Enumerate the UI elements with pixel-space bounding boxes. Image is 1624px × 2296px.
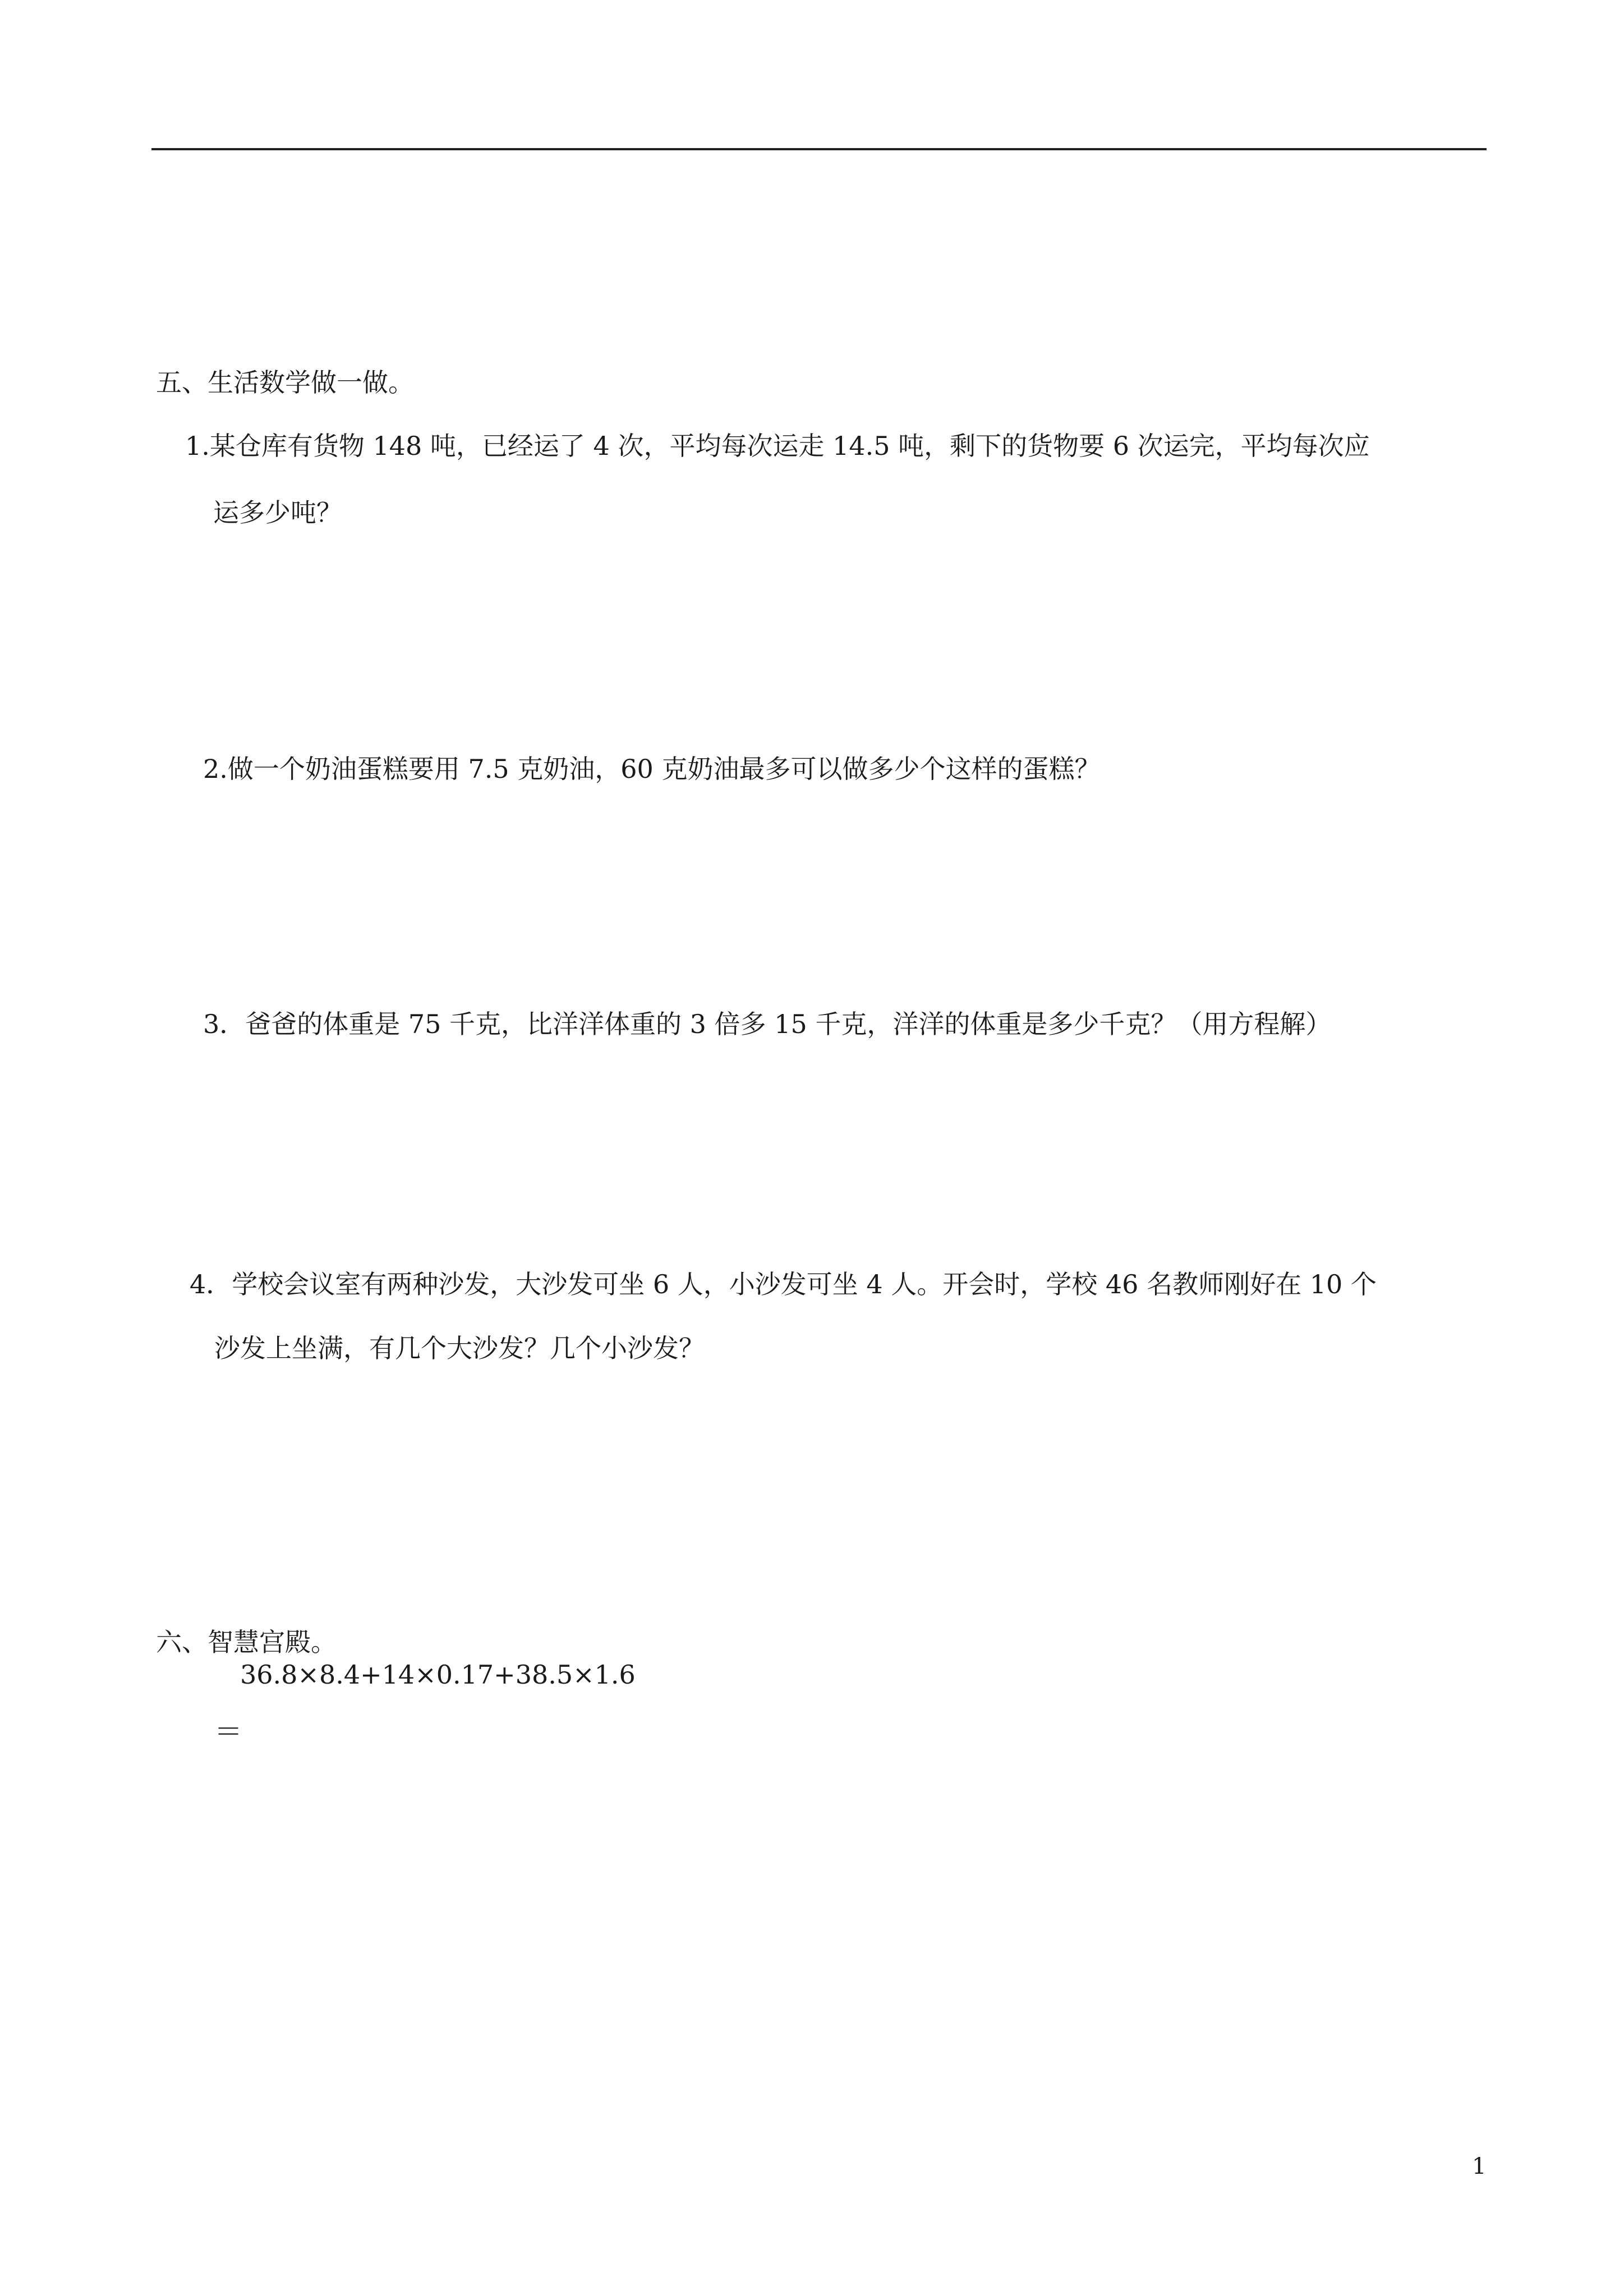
question-4-line-2: 沙发上坐满，有几个大沙发？几个小沙发？	[214, 1333, 705, 1363]
section-6-title: 六、智慧宫殿。	[156, 1627, 337, 1657]
question-1-line-2: 运多少吨？	[213, 497, 342, 528]
question-3: 3．爸爸的体重是 75 千克，比洋洋体重的 3 倍多 15 千克，洋洋的体重是多少千克？（用方程解）	[203, 1009, 1332, 1039]
calculation-expression: 36.8×8.4+14×0.17+38.5×1.6	[240, 1659, 636, 1690]
question-1-line-1: 1.某仓库有货物 148 吨，已经运了 4 次，平均每次运走 14.5 吨，剩下的货物要 6 次运完，平均每次应	[185, 431, 1370, 461]
question-2: 2.做一个奶油蛋糕要用 7.5 克奶油，60 克奶油最多可以做多少个这样的蛋糕？	[203, 754, 1101, 784]
equals-sign: ＝	[214, 1716, 242, 1748]
page-number: 1	[1472, 2154, 1487, 2179]
section-5-title: 五、生活数学做一做。	[156, 367, 414, 398]
header-rule	[151, 148, 1487, 150]
question-4-line-1: 4．学校会议室有两种沙发，大沙发可坐 6 人，小沙发可坐 4 人。开会时，学校 46 名教师刚好在 10 个	[190, 1269, 1377, 1299]
